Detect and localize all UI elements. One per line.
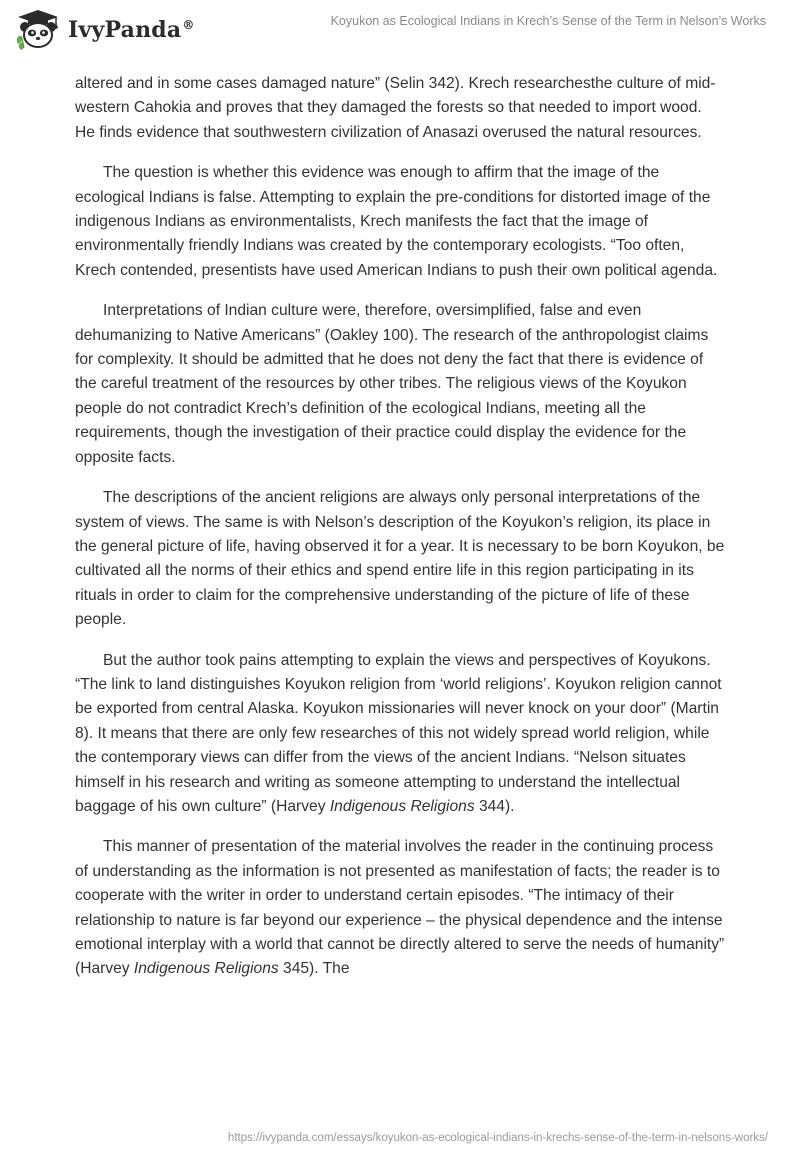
paragraph-text: This manner of presentation of the material involves the reader in the continuing process of understanding as the information is not presented as manifestation of facts; the reader is to cooperate with the writer in order to understand certain episodes. “The intimacy of their relationship to nature is far beyond our experience – the physical dependence and the intense emotional interplay with a world that cannot be directly altered to serve the needs of humanity” (Harvey bbox=[75, 838, 725, 978]
registered-mark: ® bbox=[182, 17, 195, 32]
italic-title: Indigenous Religions bbox=[329, 797, 475, 815]
document-running-title: Koyukon as Ecological Indians in Krech’s Sense of the Term in Nelson’s Works bbox=[330, 14, 766, 28]
panda-graduate-icon bbox=[14, 8, 62, 52]
source-url-link[interactable]: https://ivypanda.com/essays/koyukon-as-ecological-indians-in-krechs-sense-of-the-term-in-nelsons-works/ bbox=[227, 1132, 768, 1144]
essay-paragraph bbox=[75, 161, 725, 283]
paragraph-text: Interpretations of Indian culture were, therefore, oversimplified, false and even dehumanizing to Native Americans” (Oakley 100). The research of the anthropologist claims for complexity. It should be admitted that he does not deny the fact that there is evidence of the careful treatment of the resources by other tribes. The religious views of the Koyukon people do not contradict Krech’s definition of the ecological Indians, meeting all the requirements, though the investigation of their practice could display the evidence for the opposite facts. bbox=[75, 302, 709, 466]
essay-paragraph bbox=[75, 649, 725, 820]
italic-title: Indigenous Religions bbox=[133, 960, 279, 978]
brand-name: IvyPanda® bbox=[68, 17, 195, 43]
paragraph-text: altered and in some cases damaged nature” (Selin 342). Krech researchesthe culture of mid-western Cahokia and proves that they damaged the forests so that needed to import wood. He finds evidence that southwestern civilization of Anasazi overused the natural resources. bbox=[75, 75, 716, 141]
essay-paragraph bbox=[75, 72, 725, 145]
ivypanda-logo[interactable] bbox=[14, 8, 195, 52]
paragraph-text: But the author took pains attempting to explain the views and perspectives of Koyukons. “The link to land distinguishes Koyukon religion from ‘world religions’. Koyukon religion cannot be exported from central Alaska. Koyukon missionaries will never knock on your door” (Martin 8). It means that there are only few researches of this not widely spread world religion, while the contemporary views can differ from the views of the ancient Indians. “Nelson situates himself in his research and writing as someone attempting to understand the intellectual baggage of his own culture” (Harvey bbox=[75, 651, 722, 815]
essay-paragraph bbox=[75, 835, 725, 981]
paragraph-text: The descriptions of the ancient religions are always only personal interpretations of the system of views. The same is with Nelson’s description of the Koyukon’s religion, its place in the general picture of life, having observed it for a year. It is necessary to be born Koyukon, be cultivated all the norms of their ethics and spend entire life in this region participating in its rituals in order to claim for the comprehensive understanding of the picture of life of these people. bbox=[75, 489, 725, 629]
paragraph-text: The question is whether this evidence was enough to affirm that the image of the ecological Indians is false. Attempting to explain the pre-conditions for distorted image of the indigenous Indians as environmentalists, Krech manifests the fact that the image of environmentally friendly Indians was created by the contemporary ecologists. “Too often, Krech contended, presentists have used American Indians to push their own political agenda. bbox=[75, 164, 718, 279]
paragraph-text: 345). The bbox=[278, 960, 350, 978]
essay-paragraph bbox=[75, 299, 725, 470]
page-header bbox=[0, 0, 800, 56]
essay-paragraph bbox=[75, 486, 725, 632]
essay-body bbox=[75, 72, 725, 998]
paragraph-text: 344). bbox=[474, 797, 515, 815]
